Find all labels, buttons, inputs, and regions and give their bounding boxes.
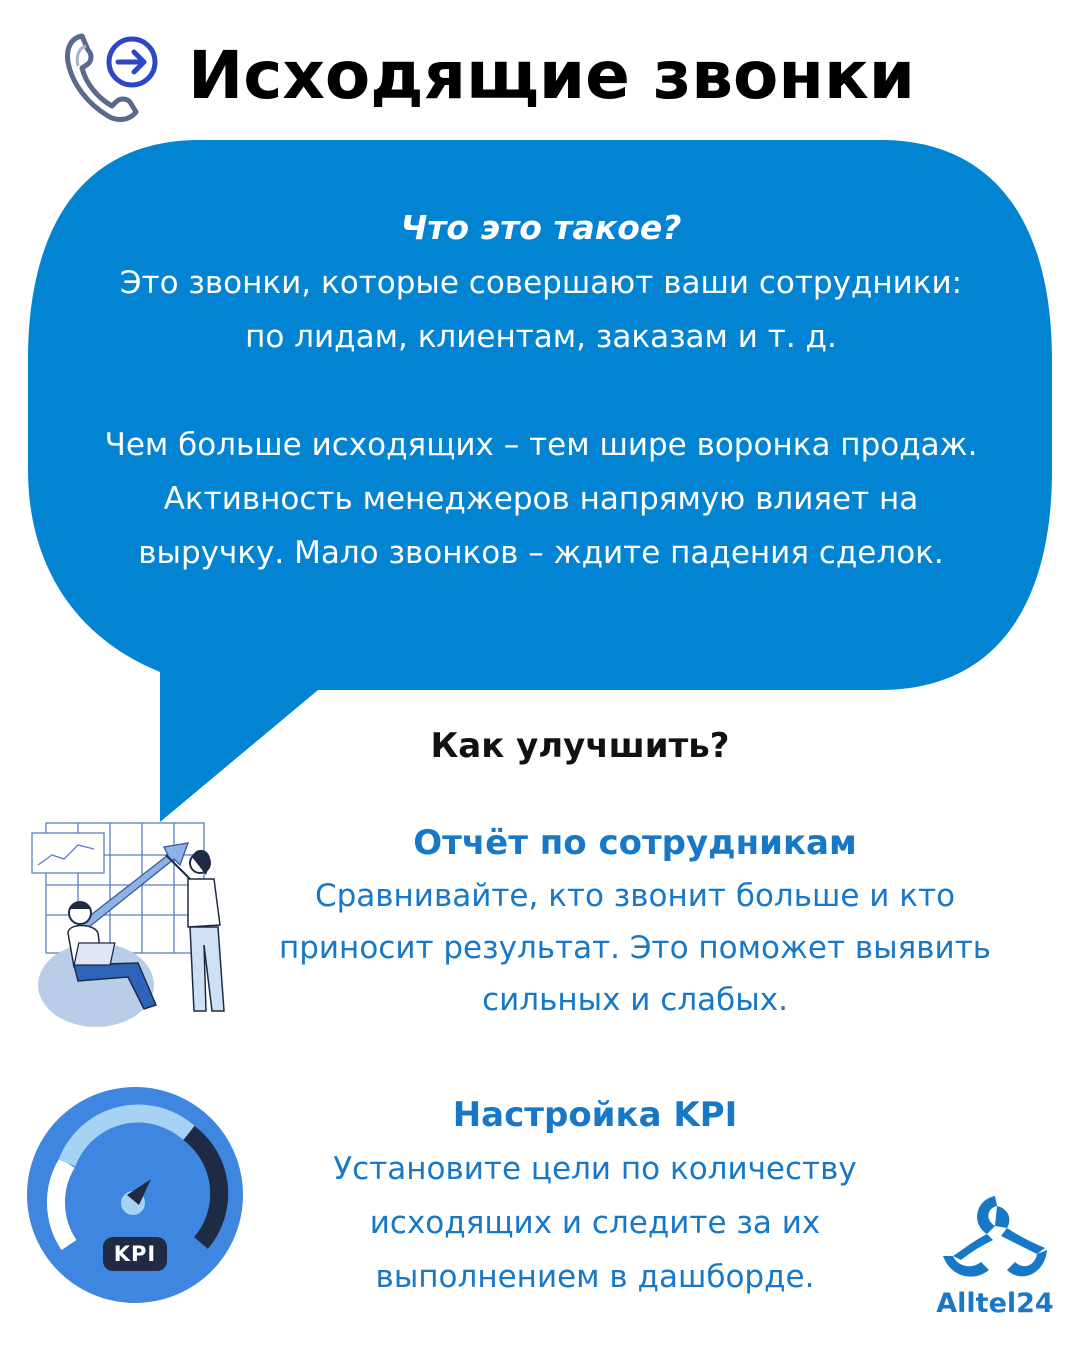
outgoing-call-icon (60, 28, 170, 128)
employee-report-text (230, 870, 1040, 1026)
section-line: выполнением в дашборде. (375, 1259, 815, 1295)
section-line: сильных и слабых. (482, 982, 788, 1018)
brand-name: Alltel24 (936, 1288, 1054, 1319)
section-line: Сравнивайте, кто звонит больше и кто (314, 878, 956, 914)
section-line: Установите цели по количеству (333, 1151, 857, 1187)
bubble-line: выручку. Мало звонков – ждите падения сделок. (138, 535, 944, 571)
bubble-line: Активность менеджеров напрямую влияет на (163, 481, 919, 517)
section-line: приносит результат. Это поможет выявить (278, 930, 992, 966)
bubble-line: Это звонки, которые совершают ваши сотрудники: (119, 265, 963, 301)
page-title: Исходящие звонки (188, 37, 915, 114)
kpi-badge: KPI (103, 1237, 167, 1271)
bubble-line: Чем больше исходящих – тем шире воронка продаж. (104, 427, 978, 463)
bubble-content (30, 200, 1052, 580)
kpi-setup-title: Настройка KPI (452, 1095, 738, 1135)
bubble-question: Что это такое? (400, 208, 682, 247)
employee-report-title: Отчёт по сотрудникам (413, 823, 857, 863)
section-line: исходящих и следите за их (369, 1205, 821, 1241)
kpi-gauge-icon (25, 1085, 245, 1305)
team-growth-chart-illustration (28, 815, 258, 1030)
bubble-line: по лидам, клиентам, заказам и т. д. (245, 319, 837, 355)
alltel24-logo-icon (935, 1190, 1055, 1290)
how-to-improve-heading: Как улучшить? (430, 726, 730, 766)
kpi-setup-text (270, 1142, 920, 1304)
